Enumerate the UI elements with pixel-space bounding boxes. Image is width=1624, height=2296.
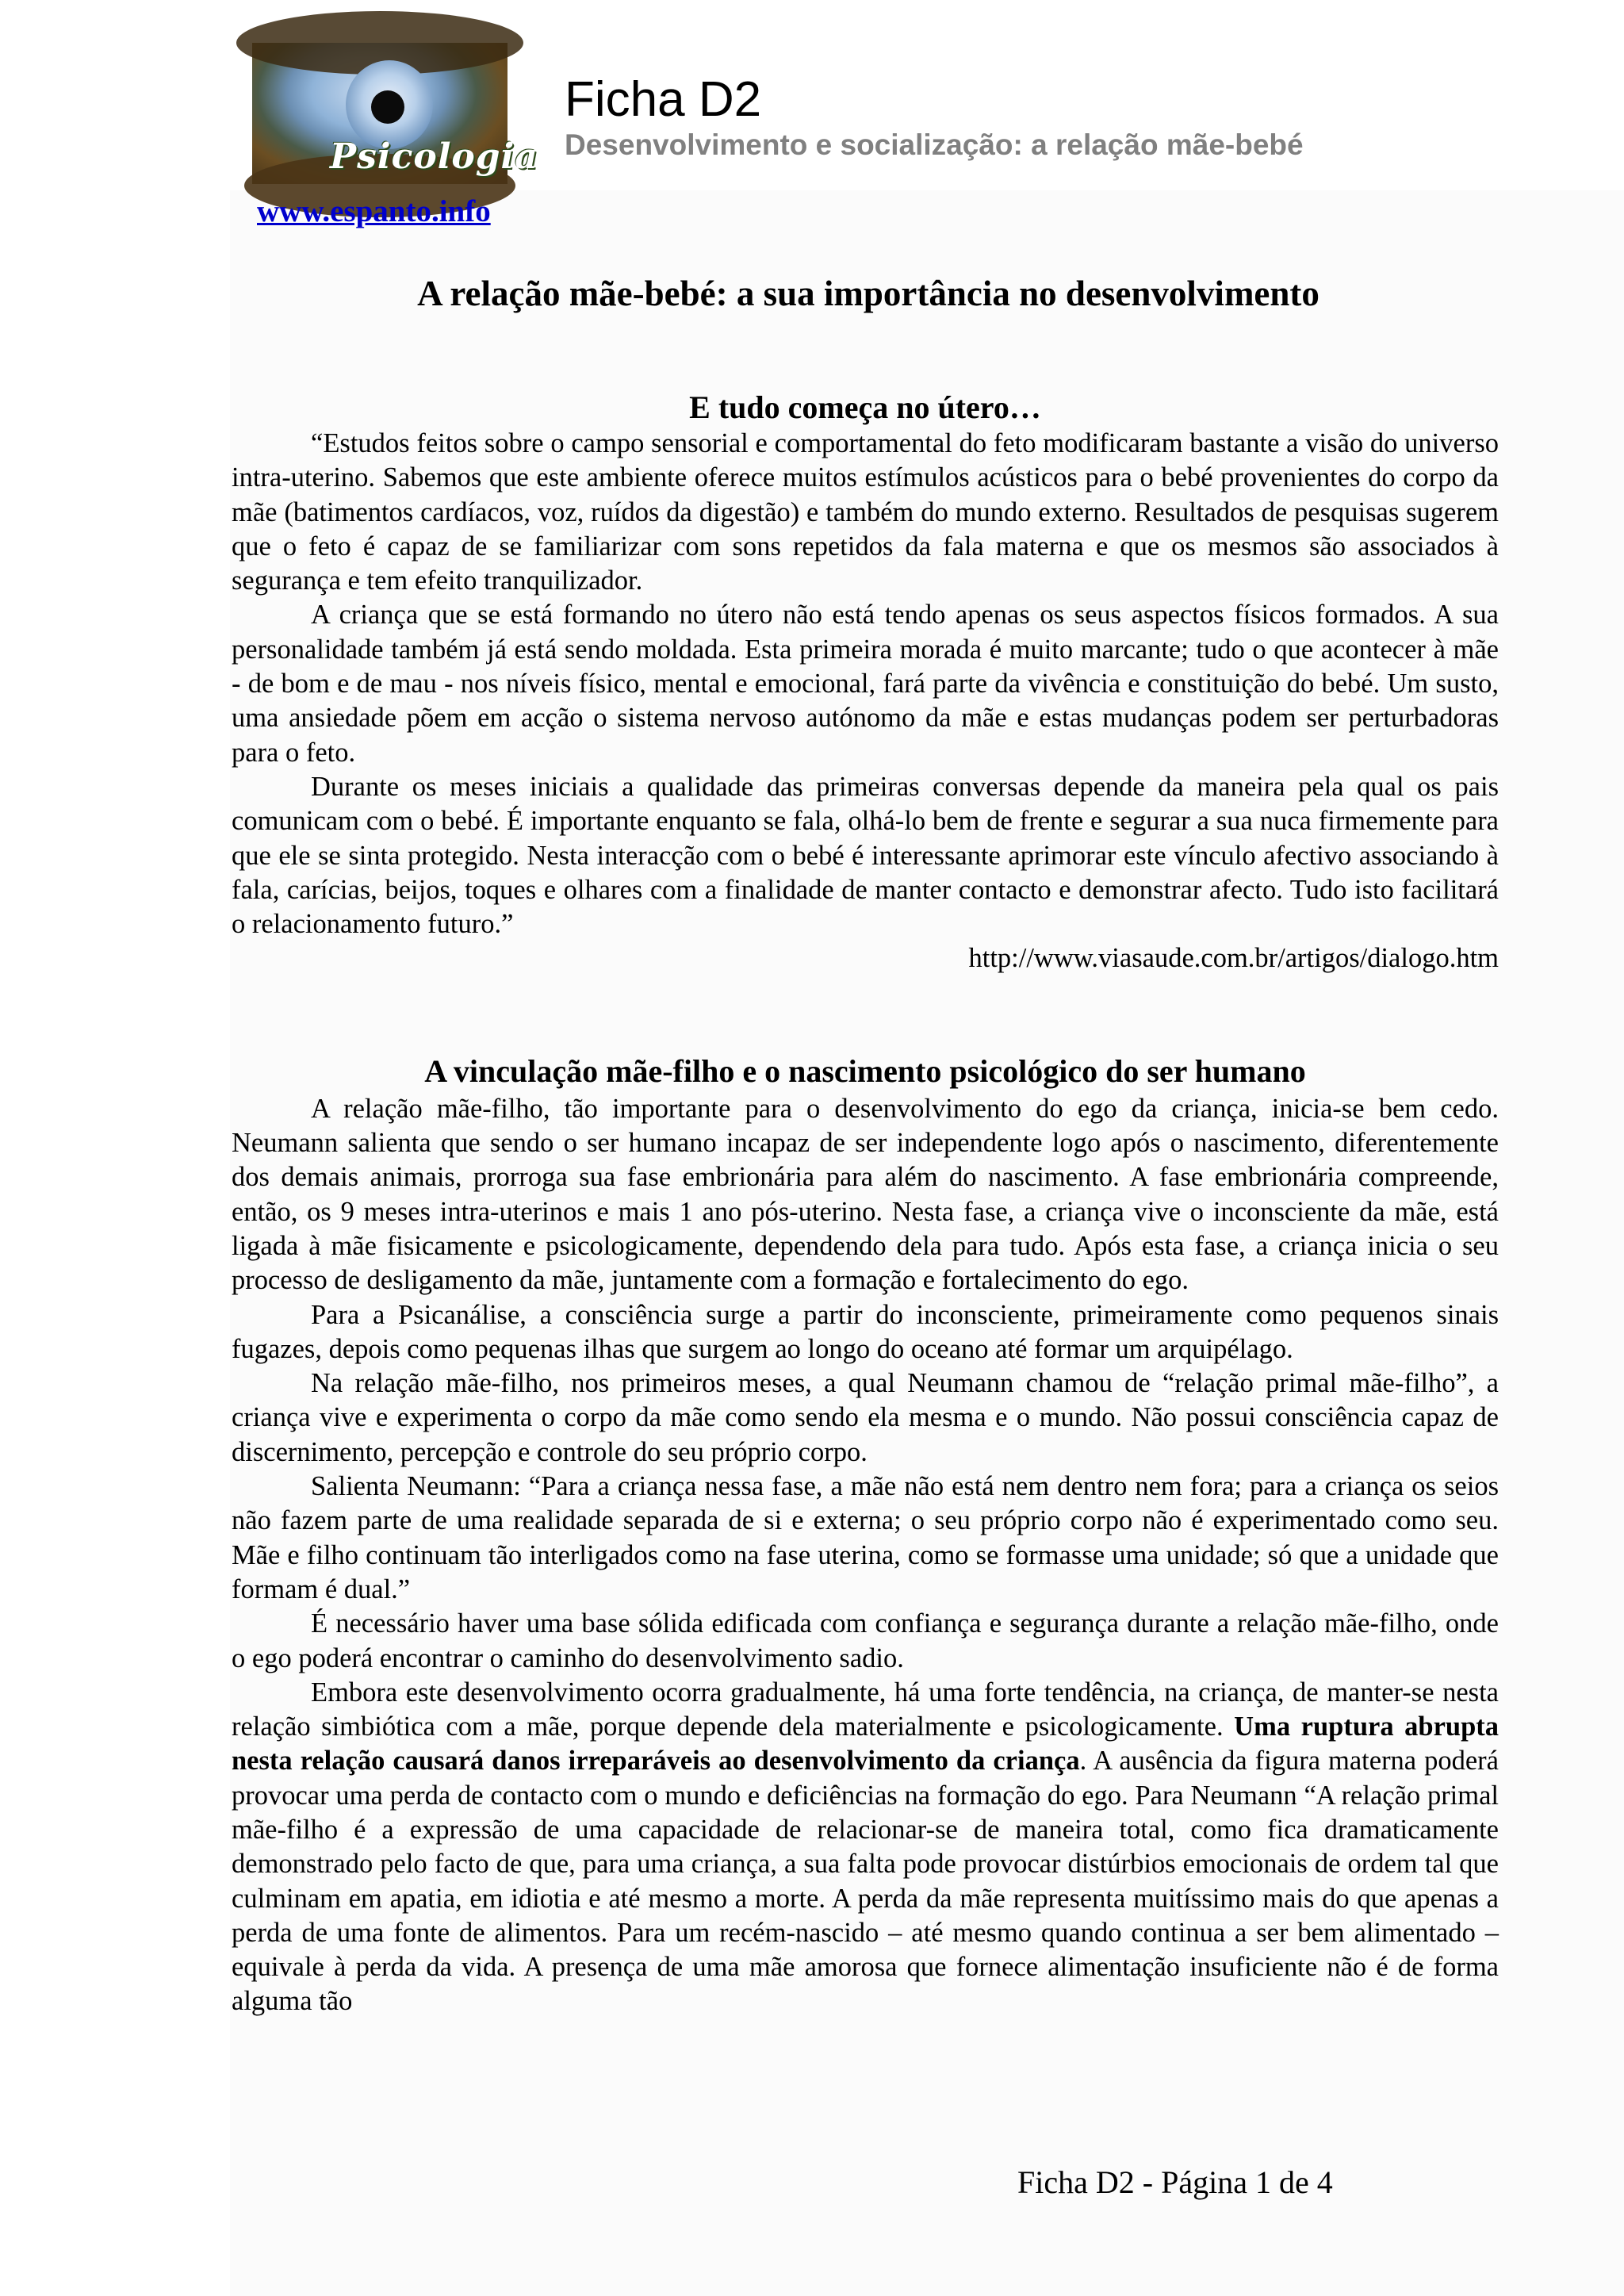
main-title: A relação mãe-bebé: a sua importância no desenvolvimento [417,274,1320,313]
section2-last-paragraph [232,1676,1499,2019]
section2-heading: A vinculação mãe-filho e o nascimento psicológico do ser humano [424,1052,1306,1089]
section2-paragraph: Na relação mãe-filho, nos primeiros meses, a qual Neumann chamou de “relação primal mãe-filho”, a criança vive e experimenta o corpo da mãe como sendo ela mesma e o mundo. Não possui consciência capaz de discernimento, percepção e controle do seu próprio corpo. [232,1368,1499,1467]
section1-paragraph: “Estudos feitos sobre o campo sensorial e comportamental do feto modificaram bastante a visão do universo intra-uterino. Sabemos que este ambiente oferece muitos estímulos acústicos para o bebé provenientes do corpo da mãe (batimentos cardíacos, voz, ruídos da digestão) e também do mundo externo. Resultados de pesquisas sugerem que o feto é capaz de se familiarizar com sons repetidos da fala materna e que os mesmos são associados à segurança e tem efeito tranquilizador. [232,428,1499,596]
fiche-title: Ficha D2 [565,72,762,127]
section2-paragraph: Para a Psicanálise, a consciência surge a partir do inconsciente, primeiramente como pequenos sinais fugazes, depois como pequenas ilhas que surgem ao longo do oceano até formar um arquipélago. [232,1299,1499,1364]
psicologia-eye-logo [252,43,538,184]
section2-paragraph: É necessário haver uma base sólida edificada com confiança e segurança durante a relação mãe-filho, onde o ego poderá encontrar o caminho do desenvolvimento sadio. [232,1608,1499,1673]
emphasized-sentence: Uma ruptura abrupta nesta relação causará danos irreparáveis ao desenvolvimento da criança [232,1711,1499,1777]
section2-paragraph: Salienta Neumann: “Para a criança nessa fase, a mãe não está nem dentro nem fora; para a criança os seios não fazem parte de uma realidade separada de si e externa; o seu próprio corpo não é experimentado como seu. Mãe e filho continuam tão interligados como na fase uterina, como se formasse uma unidade; só que a unidade que formam é dual.” [232,1471,1499,1604]
last-paragraph-start: Embora este desenvolvimento ocorra gradualmente, há uma forte tendência, na criança, de manter-se nesta relação simbiótica com a mãe, porque depende dela materialmente e psicologicamente. [232,1677,1499,1742]
section1-heading: E tudo começa no útero… [689,389,1041,425]
section1-paragraph: Durante os meses iniciais a qualidade das primeiras conversas depende da maneira pela qual os pais comunicam com o bebé. É importante enquanto se fala, olhá-lo bem de frente e segurar a sua nuca firmemente para que ele se sinta protegido. Nesta interacção com o bebé é interessante aprimorar este vínculo afectivo associando à fala, carícias, beijos, toques e olhares com a finalidade de manter contacto e demonstrar afecto. Tudo isto facilitará o relacionamento futuro.” [232,771,1499,940]
logo-text: Psicologia [330,136,538,177]
pupil-shape [371,90,404,124]
site-link[interactable]: www.espanto.info [257,194,491,228]
fiche-subtitle: Desenvolvimento e socialização: a relação mãe-bebé [565,128,1304,161]
page-footer: Ficha D2 - Página 1 de 4 [1017,2164,1333,2200]
document-body [232,270,1499,2019]
section1-paragraph: A criança que se está formando no útero não está tendo apenas os seus aspectos físicos formados. A sua personalidade também já está sendo moldada. Esta primeira morada é muito marcante; tudo o que acontecer à mãe - de bom e de mau - nos níveis físico, mental e emocional, fará parte da vivência e constituição do bebé. Um susto, uma ansiedade põem em acção o sistema nervoso autónomo da mãe e estas mudanças podem ser perturbadoras para o feto. [232,600,1499,768]
last-paragraph-rest: . A ausência da figura materna poderá provocar uma perda de contacto com o mundo e deficiências na formação do ego. Para Neumann “A relação primal mãe-filho é a expressão de uma capacidade de relacionar-se de maneira total, como fica dramaticamente demonstrado pelo facto de que, para uma criança, a sua falta pode provocar distúrbios emocionais de ordem tal que culminam em apatia, em idiotia e até mesmo a morte. A perda da mãe representa muitíssimo mais do que apenas a perda de uma fonte de alimentos. Para um recém-nascido – até mesmo quando continua a ser bem alimentado – equivale à perda da vida. A presença de uma mãe amorosa que fornece alimentação insuficiente não é de forma alguma tão [232,1746,1499,2017]
section1-source-link[interactable]: http://www.viasaude.com.br/artigos/dialogo.htm [968,943,1499,974]
section2-paragraph: A relação mãe-filho, tão importante para o desenvolvimento do ego da criança, inicia-se bem cedo. Neumann salienta que sendo o ser humano incapaz de ser independente logo após o nascimento, diferentemente dos demais animais, prorroga sua fase embrionária para além do nascimento. A fase embrionária compreende, então, os 9 meses intra-uterinos e mais 1 ano pós-uterino. Nesta fase, a criança vive o inconsciente da mãe, está ligada à mãe fisicamente e psicologicamente, dependendo dela para tudo. Após esta fase, a criança inicia o seu processo de desligamento da mãe, juntamente com a formação e fortalecimento do ego. [232,1093,1499,1296]
